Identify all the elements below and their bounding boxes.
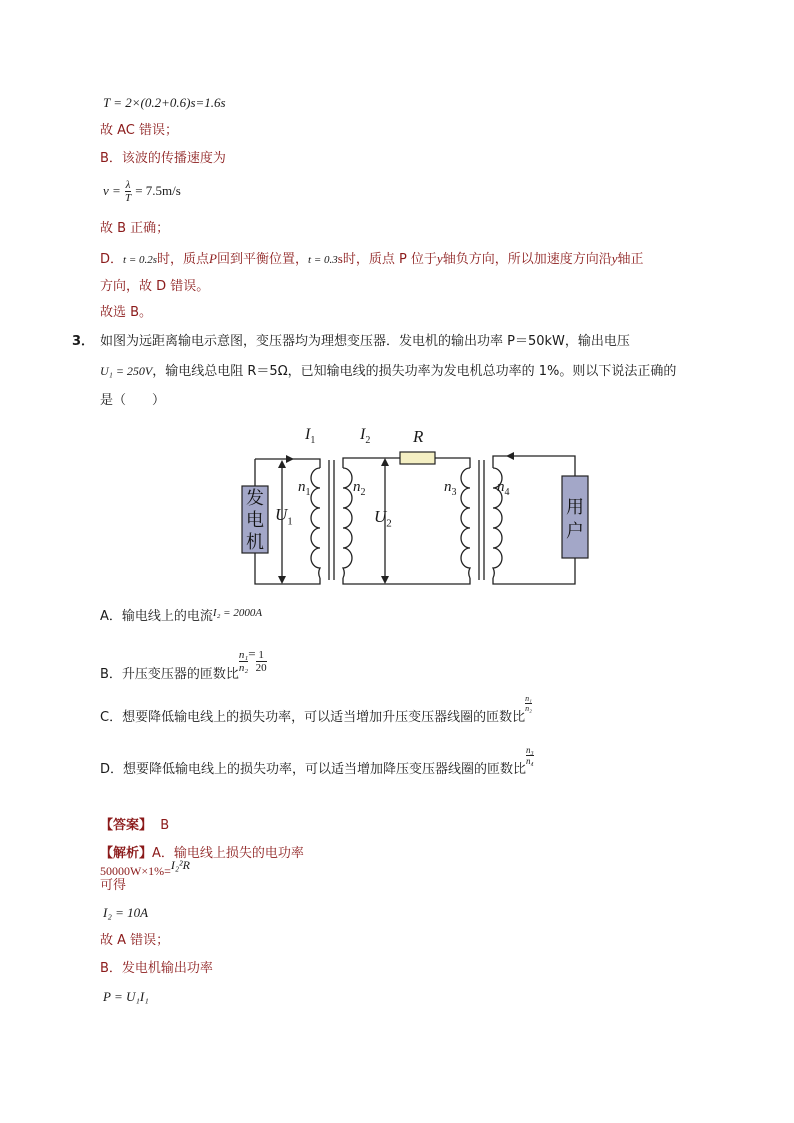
eq1-left: 50000W×1%= bbox=[100, 864, 171, 878]
i2-result: I₂ = 10A bbox=[103, 905, 149, 920]
kede-text: 可得 bbox=[100, 878, 127, 893]
label-u1: $U_1$ bbox=[275, 505, 293, 528]
d-text-d: 时，质点 P 位于 bbox=[342, 252, 437, 267]
user-label: 用 户 bbox=[566, 497, 584, 542]
label-n3: $n_3$ bbox=[444, 479, 457, 498]
analysis-label: 【解析】 bbox=[100, 846, 153, 861]
y-symbol-1: y bbox=[436, 251, 443, 266]
a-wrong-text: 故 A 错误； bbox=[100, 933, 170, 948]
label-n2: $n_2$ bbox=[353, 479, 366, 498]
answer-line bbox=[100, 817, 169, 835]
t-03-formula: t = 0.3 bbox=[308, 254, 338, 266]
option-b-value: $\frac{1}{20}$ bbox=[255, 649, 267, 674]
speed-value: = 7.5m/s bbox=[135, 183, 181, 198]
option-c bbox=[100, 690, 532, 736]
answer-label: 【答案】 bbox=[100, 818, 153, 833]
option-d-ratio: $\frac{\text{n₃}}{\text{n₄}}$ bbox=[526, 745, 534, 766]
question-line-1: 如图为远距离输电示意图，变压器均为理想变压器．发电机的输出功率 P＝50kW，输出电压 bbox=[100, 334, 630, 349]
option-a-text: A．输电线上的电流 bbox=[100, 609, 213, 624]
d-wrong-text: 方向，故 D 错误。 bbox=[100, 279, 210, 294]
option-b: B．升压变压器的匝数比 $\frac{\text{n₁}}{\text{n₂}}$ = $\frac{1}{20}$ bbox=[100, 646, 267, 682]
u1-value: U₁ = 250V bbox=[100, 364, 153, 378]
option-c-text: C．想要降低输电线上的损失功率，可以适当增加升压变压器线圈的匝数比 bbox=[100, 710, 526, 725]
frac-num: λ bbox=[125, 179, 131, 191]
s-unit: s bbox=[337, 251, 343, 266]
d-text-e: 轴负方向，所以加速度方向沿 bbox=[442, 252, 612, 267]
period-formula: T = 2×(0.2+0.6)s=1.6s bbox=[103, 95, 226, 110]
generator-label: 发 电 机 bbox=[246, 488, 264, 553]
d-text-f: 轴正 bbox=[617, 252, 644, 267]
option-a-formula: I₂ = 2000A bbox=[212, 607, 263, 619]
wave-speed-formula bbox=[103, 176, 181, 207]
label-n1: $n_1$ bbox=[298, 479, 311, 498]
lambda-over-t bbox=[125, 179, 131, 204]
eq1-right: I₂²R bbox=[170, 858, 190, 872]
t-02-formula: t = 0.2s bbox=[123, 254, 158, 266]
question-line-2-rest: ，输电线总电阻 R＝5Ω，已知输电线的损失功率为发电机总功率的 1%。则以下说法正确的 bbox=[152, 364, 677, 379]
d-text-c: 回到平衡位置， bbox=[217, 252, 309, 267]
choose-b-text: 故选 B。 bbox=[100, 305, 153, 320]
option-d-analysis bbox=[100, 250, 644, 269]
answer-value: B bbox=[160, 818, 170, 833]
option-b-text: B．升压变压器的匝数比 bbox=[100, 667, 239, 682]
coil-n2 bbox=[343, 468, 352, 578]
option-a bbox=[100, 604, 262, 626]
d-text-b: 时，质点 bbox=[157, 252, 210, 267]
analysis-text: A．输电线上损失的电功率 bbox=[152, 846, 304, 861]
b-analysis-title: B．发电机输出功率 bbox=[100, 961, 213, 976]
label-i2: $I_2$ bbox=[360, 426, 371, 447]
resistor-r bbox=[400, 452, 435, 464]
question-line-3: 是（ ） bbox=[100, 393, 166, 408]
option-d-text: D．想要降低输电线上的损失功率，可以适当增加降压变压器线圈的匝数比 bbox=[100, 762, 527, 777]
b-correct-text: 故 B 正确； bbox=[100, 221, 170, 236]
option-b-analysis: B．该波的传播速度为 bbox=[100, 151, 226, 166]
label-n4: $n_4$ bbox=[497, 479, 510, 498]
d-label: D． bbox=[100, 252, 124, 267]
p-symbol: P bbox=[209, 251, 217, 266]
y-symbol-2: y bbox=[611, 251, 618, 266]
label-i1: $I_1$ bbox=[305, 426, 316, 447]
coil-n3 bbox=[461, 468, 470, 578]
question-line-2 bbox=[100, 362, 676, 381]
option-d bbox=[100, 742, 534, 788]
v-symbol: v = bbox=[103, 183, 121, 198]
question-number: 3． bbox=[72, 334, 95, 349]
ac-wrong-text: 故 AC 错误； bbox=[100, 123, 179, 138]
coil-n1 bbox=[311, 468, 320, 578]
power-formula: P = U₁I₁ bbox=[103, 989, 149, 1004]
label-u2: $U_2$ bbox=[374, 507, 392, 530]
option-c-ratio: $\frac{\text{n₁}}{\text{n₂}}$ bbox=[525, 694, 532, 713]
option-b-ratio: $\frac{\text{n₁}}{\text{n₂}}$ bbox=[238, 649, 249, 674]
label-r: R bbox=[413, 427, 424, 446]
frac-den: T bbox=[124, 192, 132, 204]
